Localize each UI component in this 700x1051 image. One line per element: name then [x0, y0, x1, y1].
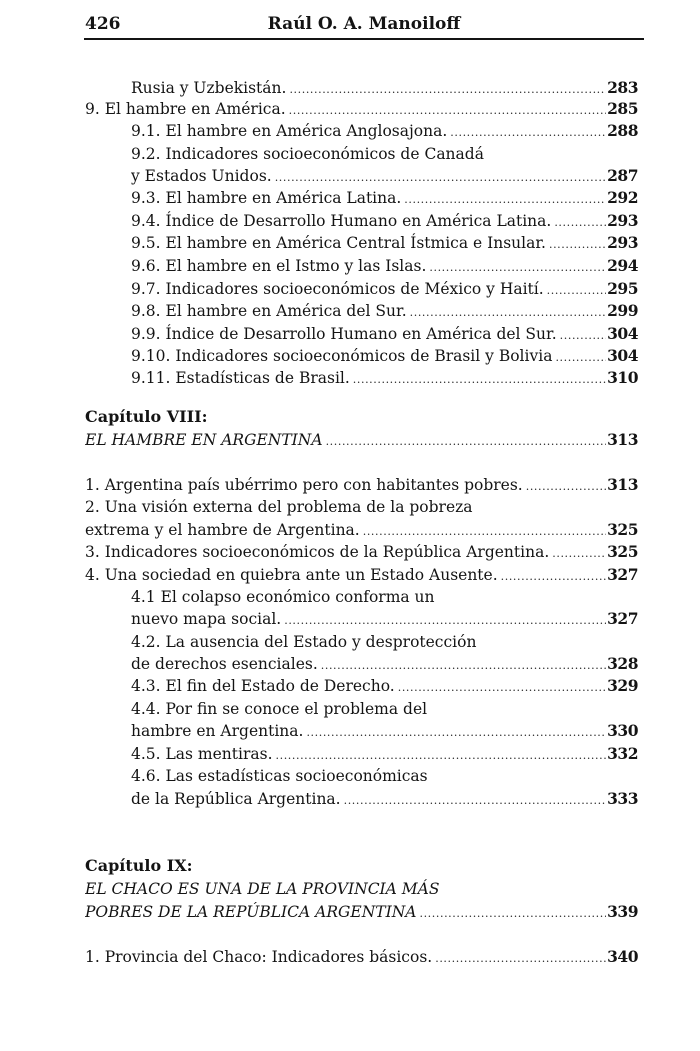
toc-entry-text: 1. Provincia del Chaco: Indicadores básicos.: [85, 948, 433, 966]
toc-entry: [131, 631, 638, 653]
toc-entry-page: 325: [607, 542, 638, 561]
toc-entry-text: 2. Una visión externa del problema de la pobreza: [85, 498, 473, 516]
dot-leader: [289, 79, 606, 99]
toc-entry-text: 4.3. El fin del Estado de Derecho.: [131, 677, 395, 695]
dot-leader: [306, 722, 606, 742]
toc-entry: [131, 278, 638, 300]
dot-leader: [326, 431, 607, 451]
dot-leader: [284, 610, 606, 630]
chapter-viii-title-entry: [85, 429, 638, 451]
dot-leader: [404, 189, 606, 209]
toc-entry: [85, 519, 638, 541]
toc-entry: [131, 187, 638, 209]
toc-entry: [85, 474, 638, 496]
toc-entry: [131, 653, 638, 675]
toc-entry-page: 310: [607, 368, 638, 387]
page-number: 426: [85, 14, 121, 34]
header-rule: [84, 38, 644, 40]
chapter-ix-label: Capítulo IX:: [85, 856, 193, 875]
dot-leader: [398, 677, 606, 697]
toc-entry-text: 9.2. Indicadores socioeconómicos de Canadá: [131, 145, 484, 163]
toc-entry-text: 9.4. Índice de Desarrollo Humano en América Latina.: [131, 212, 552, 230]
toc-entry-text: 4.2. La ausencia del Estado y desprotección: [131, 633, 477, 651]
chapter-ix-page: 339: [607, 902, 638, 921]
toc-entry-page: 304: [607, 324, 638, 343]
toc-entry: [131, 586, 638, 608]
toc-entry: [131, 608, 638, 630]
chapter-ix-title-2: POBRES DE LA REPÚBLICA ARGENTINA: [85, 903, 417, 921]
dot-leader: [289, 100, 607, 120]
toc-entry-text: 4.1 El colapso económico conforma un: [131, 588, 435, 606]
toc-entry-text: 4. Una sociedad en quiebra ante un Estado Ausente.: [85, 566, 498, 584]
toc-entry: [131, 143, 638, 165]
toc-entry-text: y Estados Unidos.: [131, 167, 272, 185]
toc-entry-text: 3. Indicadores socioeconómicos de la República Argentina.: [85, 543, 550, 561]
toc-entry-text: 9.9. Índice de Desarrollo Humano en América del Sur.: [131, 325, 557, 343]
toc-entry: [131, 743, 638, 765]
dot-leader: [321, 655, 606, 675]
chapter-viii-page: 313: [607, 430, 638, 449]
toc-entry-page: 285: [607, 99, 638, 118]
toc-entry: [131, 120, 638, 142]
toc-entry-text: 9.7. Indicadores socioeconómicos de México y Haití.: [131, 280, 544, 298]
toc-entry-text: nuevo mapa social.: [131, 610, 282, 628]
dot-leader: [435, 948, 606, 968]
toc-entry-text: 4.6. Las estadísticas socioeconómicas: [131, 767, 428, 785]
toc-entry-page: 325: [607, 520, 638, 539]
dot-leader: [547, 280, 606, 300]
toc-entry-text: 9.5. El hambre en América Central Ístmica e Insular.: [131, 234, 546, 252]
toc-entry-page: 333: [607, 789, 638, 808]
toc-entry-text: 4.4. Por fin se conoce el problema del: [131, 700, 428, 718]
toc-entry-page: 329: [607, 676, 638, 695]
chapter-viii-label: Capítulo VIII:: [85, 407, 208, 426]
toc-entry-page: 327: [607, 609, 638, 628]
dot-leader: [549, 234, 606, 254]
toc-entry-text: Rusia y Uzbekistán.: [131, 79, 287, 97]
dot-leader: [363, 521, 606, 541]
dot-leader: [276, 745, 607, 765]
toc-entry: [85, 564, 638, 586]
toc-entry: [85, 946, 638, 968]
dot-leader: [501, 566, 607, 586]
toc-entry: [85, 496, 638, 518]
toc-entry-page: 304: [607, 346, 638, 365]
dot-leader: [410, 302, 607, 322]
toc-entry-page: 288: [607, 121, 638, 140]
toc-entry-text: 9.11. Estadísticas de Brasil.: [131, 369, 350, 387]
toc-entry: [131, 77, 638, 99]
toc-entry-page: 328: [607, 654, 638, 673]
toc-entry-page: 327: [607, 565, 638, 584]
running-title: Raúl O. A. Manoiloff: [267, 14, 461, 34]
chapter-viii-title: EL HAMBRE EN ARGENTINA: [85, 431, 323, 449]
toc-entry-page: 283: [607, 78, 638, 97]
dot-leader: [344, 790, 607, 810]
toc-entry-page: 293: [607, 211, 638, 230]
chapter-ix-title-entry: [85, 901, 638, 923]
toc-entry: [131, 323, 638, 345]
dot-leader: [419, 903, 606, 923]
dot-leader: [552, 543, 606, 563]
dot-leader: [353, 369, 606, 389]
dot-leader: [275, 167, 606, 187]
toc-entry-page: 292: [607, 188, 638, 207]
toc-entry: [131, 720, 638, 742]
toc-entry-text: 9.6. El hambre en el Istmo y las Islas.: [131, 257, 427, 275]
toc-entry: [131, 675, 638, 697]
dot-leader: [429, 257, 606, 277]
toc-entry: [131, 300, 638, 322]
toc-entry-text: 9.3. El hambre en América Latina.: [131, 189, 402, 207]
dot-leader: [555, 347, 606, 367]
toc-entry: [131, 765, 638, 787]
toc-entry-page: 293: [607, 233, 638, 252]
toc-entry-text: 9.8. El hambre en América del Sur.: [131, 302, 407, 320]
toc-entry: [131, 165, 638, 187]
chapter-ix-title-1: EL CHACO ES UNA DE LA PROVINCIA MÁS: [85, 880, 440, 898]
toc-entry-text: 9.1. El hambre en América Anglosajona.: [131, 122, 448, 140]
toc-entry: [131, 255, 638, 277]
toc-entry: [85, 98, 638, 120]
toc-entry: [131, 788, 638, 810]
toc-entry: [131, 345, 638, 367]
toc-entry-page: 287: [607, 166, 638, 185]
toc-entry-text: de derechos esenciales.: [131, 655, 318, 673]
toc-entry-text: 9.10. Indicadores socioeconómicos de Brasil y Bolivia: [131, 347, 553, 365]
toc-entry-page: 294: [607, 256, 638, 275]
toc-entry-text: extrema y el hambre de Argentina.: [85, 521, 360, 539]
toc-entry-text: 4.5. Las mentiras.: [131, 745, 273, 763]
dot-leader: [450, 122, 606, 142]
page-header: [85, 14, 643, 40]
chapter-ix-title-line1: [85, 878, 638, 900]
toc-entry-text: 1. Argentina país ubérrimo pero con habitantes pobres.: [85, 476, 523, 494]
dot-leader: [560, 325, 606, 345]
toc-entry-page: 295: [607, 279, 638, 298]
toc-entry-page: 340: [607, 947, 638, 966]
toc-entry-text: hambre en Argentina.: [131, 722, 304, 740]
toc-entry-text: de la República Argentina.: [131, 790, 341, 808]
toc-entry: [131, 367, 638, 389]
toc-entry-page: 332: [607, 744, 638, 763]
toc-entry: [131, 210, 638, 232]
toc-entry-page: 313: [607, 475, 638, 494]
toc-entry: [85, 541, 638, 563]
toc-entry-text: 9. El hambre en América.: [85, 100, 286, 118]
dot-leader: [554, 212, 606, 232]
toc-entry-page: 330: [607, 721, 638, 740]
toc-entry: [131, 232, 638, 254]
dot-leader: [526, 476, 606, 496]
toc-entry-page: 299: [607, 301, 638, 320]
toc-entry: [131, 698, 638, 720]
